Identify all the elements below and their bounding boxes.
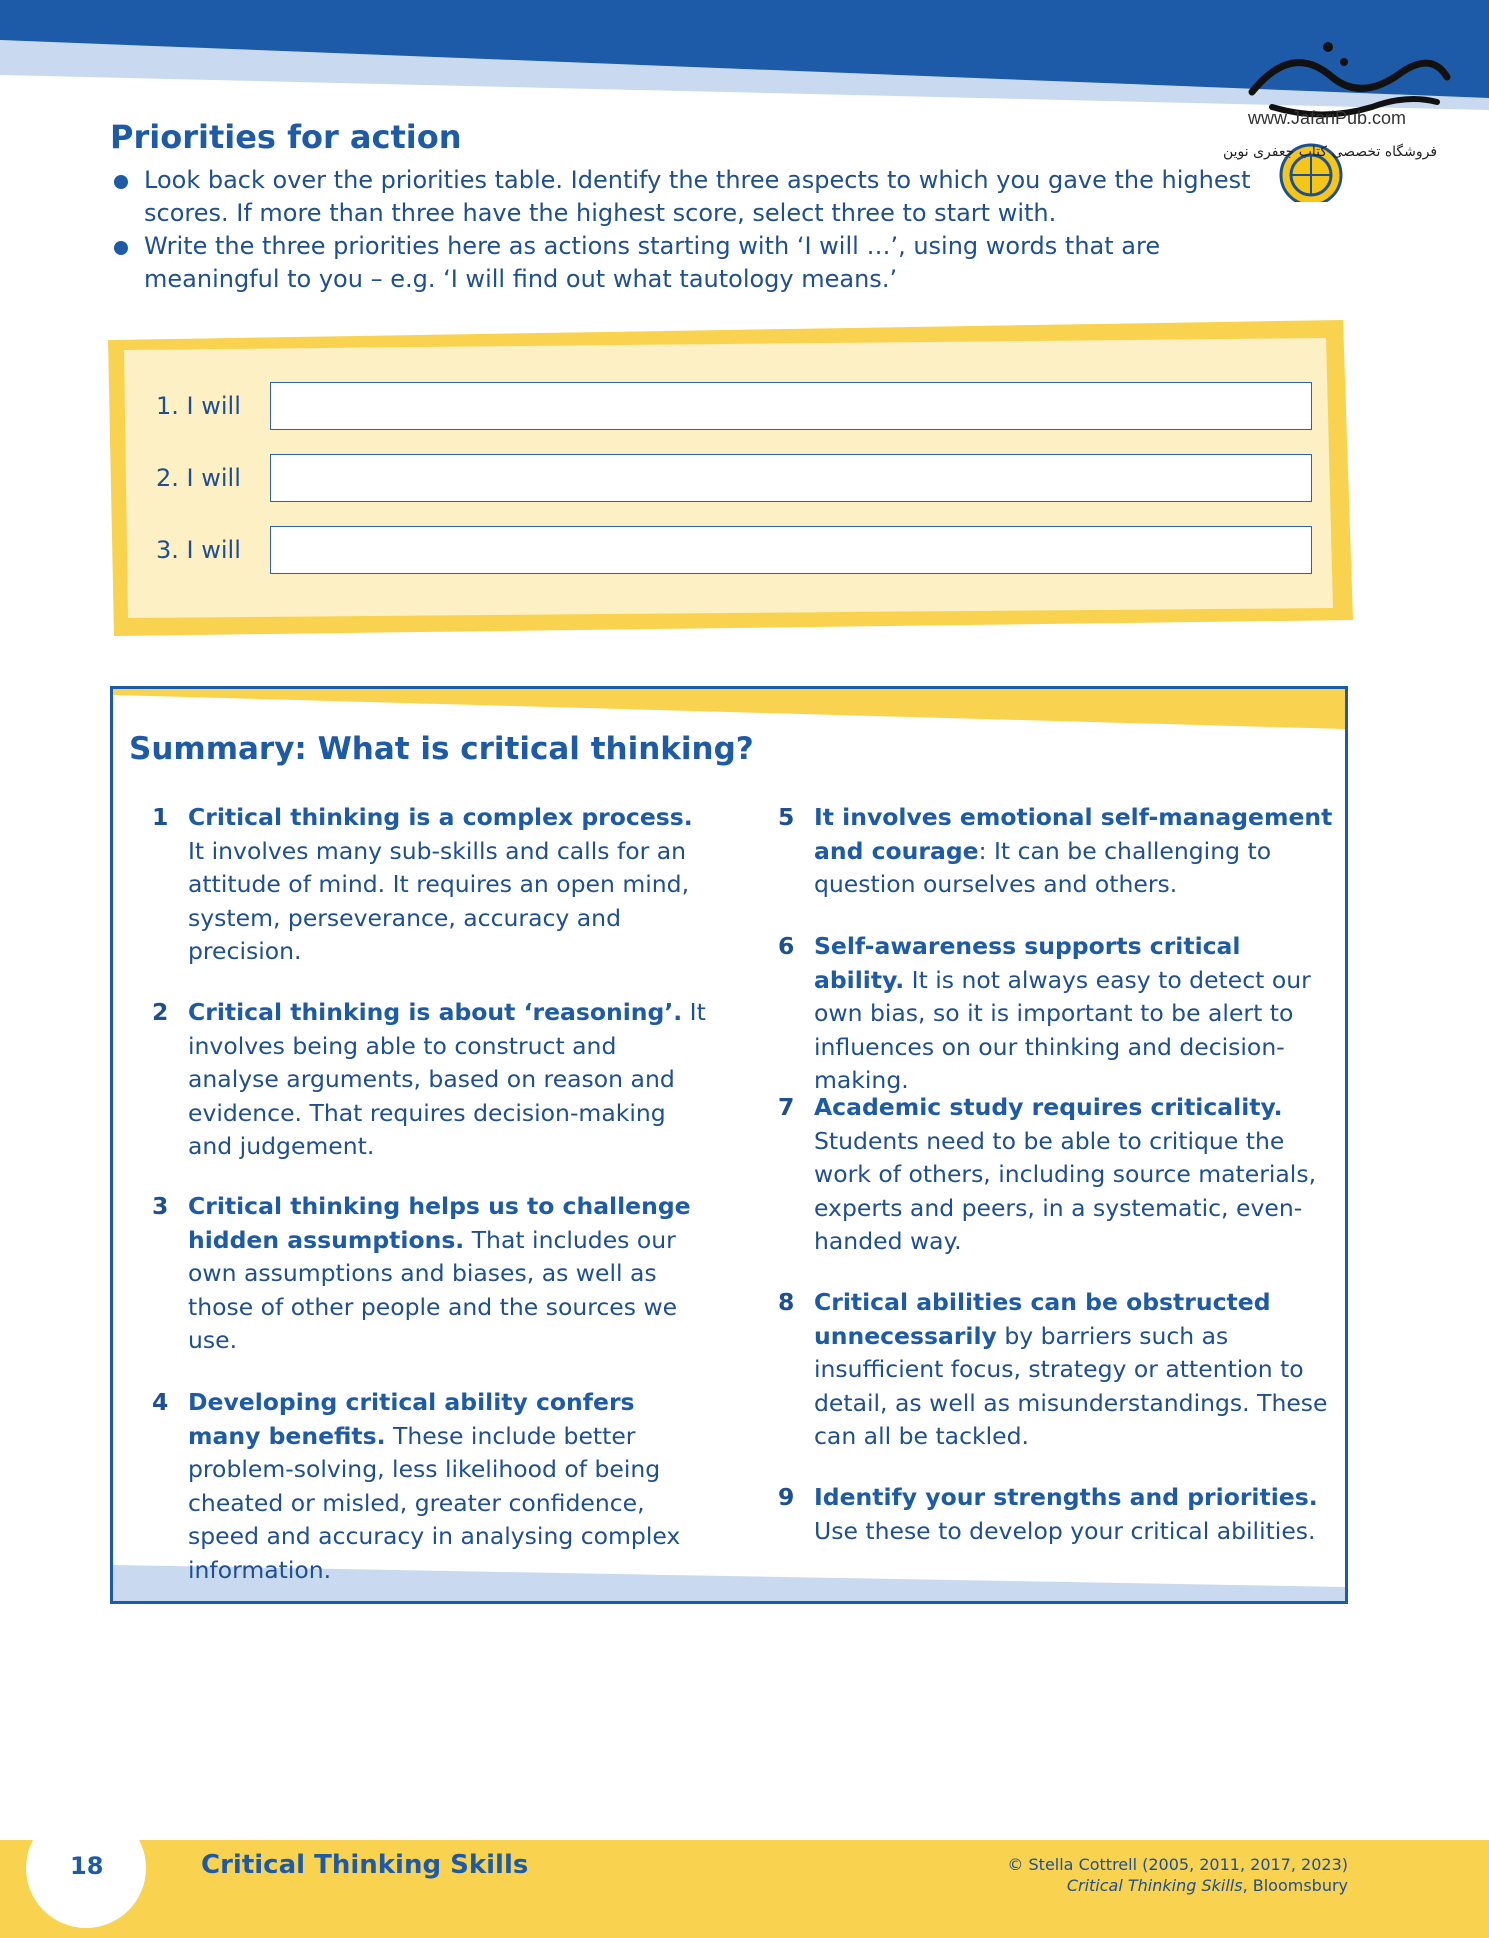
point-heading: Critical thinking is a complex process. — [188, 803, 693, 831]
point-body: by barriers such as insufficient focus, strategy or attention to detail, as well as misunderstandings. These can all be tackled. — [814, 1321, 1328, 1450]
point-number: 5 — [778, 803, 795, 831]
point-number: 2 — [152, 998, 169, 1026]
point-body: It involves being able to construct and analyse arguments, based on reason and evidence. That requires decision-making and judgement. — [188, 998, 706, 1160]
instruction-item — [112, 164, 1292, 230]
priority-row-1 — [156, 382, 1316, 432]
instruction-text: Look back over the priorities table. Identify the three aspects to which you gave the highest scores. If more than three have the highest score, select three to start with. — [144, 166, 1251, 227]
point-heading: Identify your strengths and priorities. — [814, 1483, 1318, 1511]
point-number: 9 — [778, 1483, 795, 1511]
instruction-list — [112, 164, 1292, 296]
point-heading: It involves emotional self-management and courage — [814, 803, 1333, 865]
point-number: 3 — [152, 1192, 169, 1220]
footer-book-title: Critical Thinking Skills — [201, 1850, 529, 1880]
section-title: Priorities for action — [110, 118, 462, 156]
point-heading: Critical thinking is about ‘reasoning’. — [188, 998, 683, 1026]
summary-point — [778, 1481, 1334, 1548]
instruction-text: Write the three priorities here as actions starting with ‘I will …’, using words that are meaningful to you – e.g. ‘I will find out what tautology means.’ — [144, 232, 1161, 293]
summary-point — [152, 1386, 708, 1587]
point-number: 6 — [778, 932, 795, 960]
point-heading: Academic study requires criticality. — [814, 1093, 1283, 1121]
footer-publisher: , Bloomsbury — [1242, 1876, 1348, 1895]
logo-url[interactable]: www.JafariPub.com — [1247, 108, 1407, 128]
footer-source — [900, 1876, 1348, 1895]
instruction-item — [112, 230, 1292, 296]
point-number: 4 — [152, 1388, 169, 1416]
point-body: Students need to be able to critique the work of others, including source materials, experts and peers, in a systematic, even-handed way. — [814, 1126, 1317, 1255]
bullet-icon — [114, 175, 128, 189]
summary-point — [778, 801, 1334, 902]
summary-box — [110, 686, 1348, 1604]
point-number: 1 — [152, 803, 169, 831]
summary-point — [152, 996, 708, 1164]
summary-point — [778, 930, 1334, 1098]
bullet-icon — [114, 241, 128, 255]
point-heading: Critical thinking helps us to challenge hidden assumptions. — [188, 1192, 691, 1254]
footer-copyright: © Stella Cottrell (2005, 2011, 2017, 2023) — [1007, 1855, 1348, 1874]
point-number: 7 — [778, 1093, 795, 1121]
page-number: 18 — [70, 1852, 104, 1880]
priority-label: 2. I will — [156, 464, 241, 492]
priority-row-3 — [156, 526, 1316, 576]
logo-tagline: فروشگاه تخصصی کتاب جعفری نوین — [1222, 144, 1438, 160]
priority-input-1[interactable] — [270, 382, 1312, 430]
point-number: 8 — [778, 1288, 795, 1316]
point-heading: Self-awareness supports critical ability. — [814, 932, 1241, 994]
priority-row-2 — [156, 454, 1316, 504]
point-body: It involves many sub-skills and calls for an attitude of mind. It requires an open mind, system, perseverance, accuracy and precision. — [188, 836, 690, 965]
point-body: Use these to develop your critical abilities. — [814, 1516, 1316, 1545]
priority-input-3[interactable] — [270, 526, 1312, 574]
summary-point — [778, 1091, 1334, 1259]
summary-point — [152, 1190, 708, 1358]
priority-label: 1. I will — [156, 392, 241, 420]
footer-source-title: Critical Thinking Skills — [1066, 1876, 1243, 1895]
summary-point — [152, 801, 708, 969]
priority-label: 3. I will — [156, 536, 241, 564]
summary-title: Summary: What is critical thinking? — [129, 731, 754, 767]
point-heading: Critical abilities can be obstructed unnecessarily — [814, 1288, 1271, 1350]
point-body: That includes our own assumptions and biases, as well as those of other people and the sources we use. — [188, 1225, 678, 1354]
point-body: : It can be challenging to question ourselves and others. — [814, 836, 1272, 898]
summary-point — [778, 1286, 1334, 1454]
priority-input-2[interactable] — [270, 454, 1312, 502]
point-heading: Developing critical ability confers many benefits. — [188, 1388, 635, 1450]
point-body: It is not always easy to detect our own bias, so it is important to be alert to influences on our thinking and decision-making. — [814, 965, 1311, 1094]
point-body: These include better problem-solving, less likelihood of being cheated or misled, greater confidence, speed and accuracy in analysing complex information. — [188, 1421, 681, 1584]
